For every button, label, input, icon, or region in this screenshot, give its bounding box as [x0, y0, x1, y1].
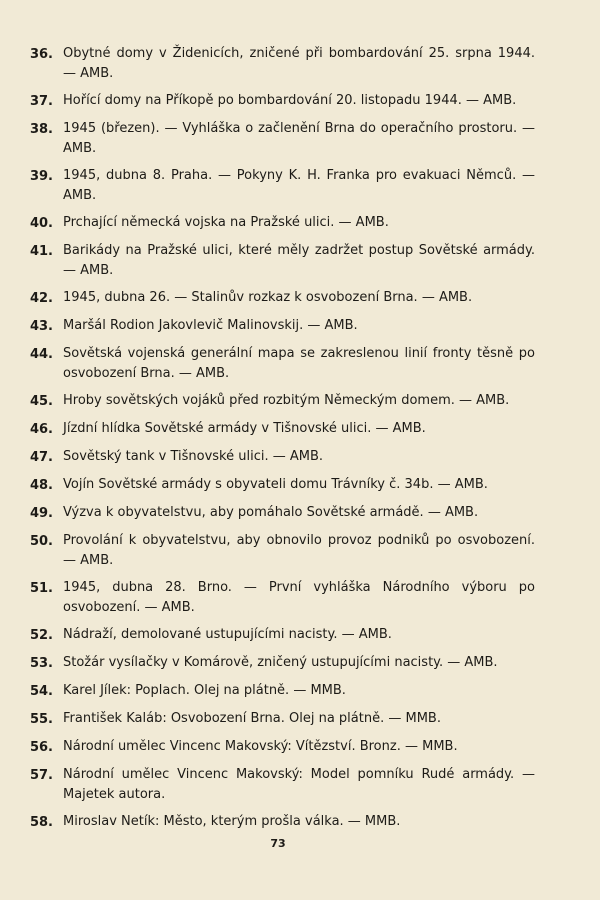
entry-text: Obytné domy v Židenicích, zničené při bombardování 25. srpna 1944. — AMB.: [63, 46, 535, 81]
entry-number: 45.: [29, 394, 53, 409]
entry-number: 56.: [29, 740, 53, 755]
entry-number: 46.: [29, 422, 53, 437]
entry-number: 44.: [29, 347, 53, 362]
entry-number: 51.: [29, 581, 53, 596]
list-item: [0, 166, 600, 206]
list-item: [0, 213, 600, 234]
entry-text: Národní umělec Vincenc Makovský: Vítězství. Bronz. — MMB.: [63, 739, 458, 754]
entry-number: 47.: [29, 450, 53, 465]
entry-number: 53.: [29, 656, 53, 671]
entry-number: 48.: [29, 478, 53, 493]
entry-number: 58.: [29, 815, 53, 830]
entry-number: 49.: [29, 506, 53, 521]
list-item: [0, 765, 600, 805]
entry-text: 1945, dubna 28. Brno. — První vyhláška Národního výboru po osvobození. — AMB.: [63, 580, 535, 615]
entry-text: Barikády na Pražské ulici, které měly zadržet postup Sovětské armády. — AMB.: [63, 243, 535, 278]
entry-text: 1945 (březen). — Vyhláška o začlenění Brna do operačního prostoru. — AMB.: [63, 121, 535, 156]
entry-text: Maršál Rodion Jakovlevič Malinovskij. — AMB.: [63, 318, 358, 333]
entry-text: 1945, dubna 8. Praha. — Pokyny K. H. Franka pro evakuaci Němců. — AMB.: [63, 168, 535, 203]
list-item: [0, 653, 600, 674]
entry-number: 36.: [29, 47, 53, 62]
entry-text: Sovětský tank v Tišnovské ulici. — AMB.: [63, 449, 324, 464]
list-item: [0, 503, 600, 524]
entry-number: 55.: [29, 712, 53, 727]
list-item: [0, 578, 600, 618]
list-item: [0, 241, 600, 281]
entry-text: Miroslav Netík: Město, kterým prošla válka. — MMB.: [63, 814, 401, 829]
entry-number: 43.: [29, 319, 53, 334]
entry-text: Nádraží, demolované ustupujícími nacisty. — AMB.: [63, 627, 392, 642]
list-item: [0, 91, 600, 112]
page-number: 73: [270, 837, 286, 850]
entry-text: Vojín Sovětské armády s obyvateli domu Trávníky č. 34b. — AMB.: [63, 477, 488, 492]
list-item: [0, 737, 600, 758]
entry-number: 39.: [29, 169, 53, 184]
list-item: [0, 316, 600, 337]
list-item: [0, 44, 600, 84]
entry-number: 54.: [29, 684, 53, 699]
entry-text: Hořící domy na Příkopě po bombardování 20. listopadu 1944. — AMB.: [63, 93, 517, 108]
list-item: [0, 531, 600, 571]
entry-number: 40.: [29, 216, 53, 231]
list-item: [0, 709, 600, 730]
entry-number: 37.: [29, 94, 53, 109]
entry-text: Prchající německá vojska na Pražské ulici. — AMB.: [63, 215, 389, 230]
list-item: [0, 625, 600, 646]
list-item: [0, 119, 600, 159]
entry-number: 52.: [29, 628, 53, 643]
entry-number: 38.: [29, 122, 53, 137]
list-item: [0, 288, 600, 309]
entry-text: Karel Jílek: Poplach. Olej na plátně. — MMB.: [63, 683, 346, 698]
entry-text: Stožár vysílačky v Komárově, zničený ustupujícími nacisty. — AMB.: [63, 655, 498, 670]
list-item: [0, 447, 600, 468]
entry-text: Provolání k obyvatelstvu, aby obnovilo provoz podniků po osvobození. — AMB.: [63, 533, 535, 568]
entry-number: 41.: [29, 244, 53, 259]
entry-number: 57.: [29, 768, 53, 783]
entry-text: Jízdní hlídka Sovětské armády v Tišnovské ulici. — AMB.: [63, 421, 426, 436]
entry-text: Výzva k obyvatelstvu, aby pomáhalo Sovětské armádě. — AMB.: [63, 505, 479, 520]
caption-list: [0, 44, 600, 840]
entry-number: 42.: [29, 291, 53, 306]
list-item: [0, 812, 600, 833]
list-item: [0, 475, 600, 496]
entry-text: Hroby sovětských vojáků před rozbitým Německým domem. — AMB.: [63, 393, 510, 408]
list-item: [0, 391, 600, 412]
entry-text: 1945, dubna 26. — Stalinův rozkaz k osvobození Brna. — AMB.: [63, 290, 473, 305]
entry-number: 50.: [29, 534, 53, 549]
list-item: [0, 681, 600, 702]
entry-text: Národní umělec Vincenc Makovský: Model pomníku Rudé armády. — Majetek autora.: [63, 767, 535, 802]
list-item: [0, 344, 600, 384]
entry-text: Sovětská vojenská generální mapa se zakreslenou linií fronty těsně po osvobození Brna. — AMB.: [63, 346, 535, 381]
list-item: [0, 419, 600, 440]
entry-text: František Kaláb: Osvobození Brna. Olej na plátně. — MMB.: [63, 711, 441, 726]
